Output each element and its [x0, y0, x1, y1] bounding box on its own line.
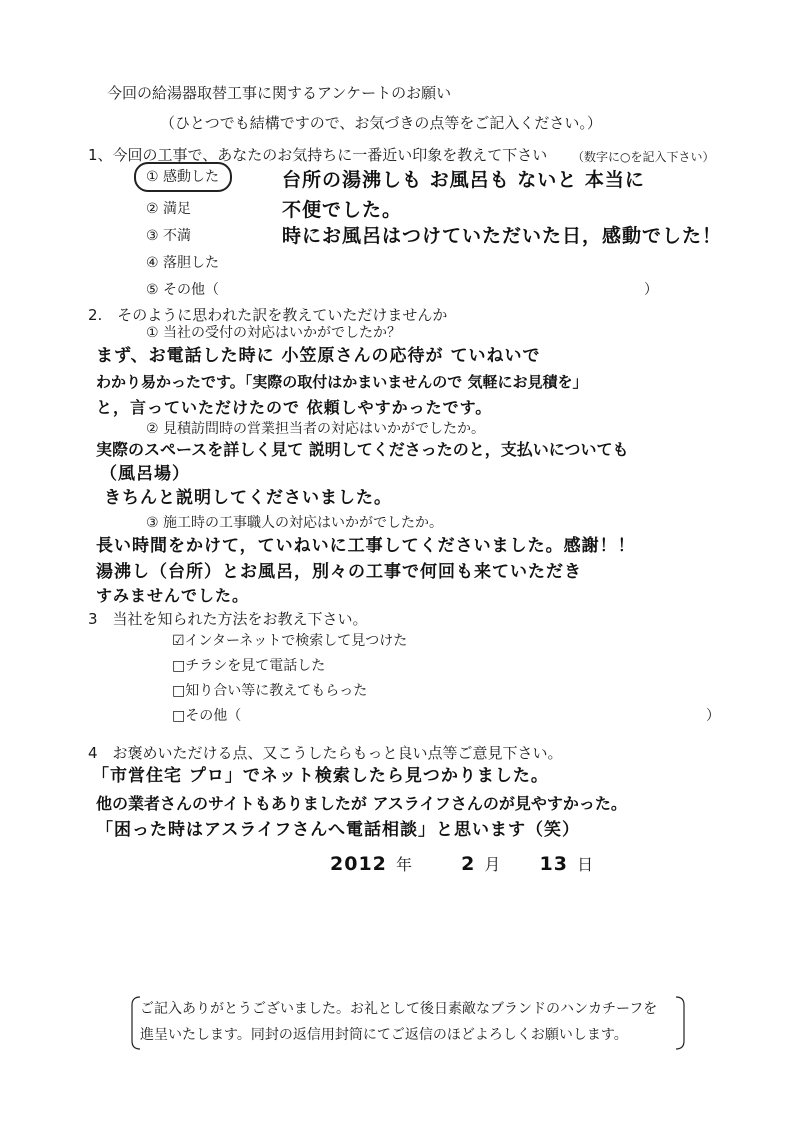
q3-option-internet[interactable]	[172, 632, 407, 650]
q1-note: （数字に○を記入下さい）	[572, 150, 715, 164]
q4-question: 4 お褒めいただける点、又こうしたらもっと良い点等ご意見下さい。	[88, 744, 563, 762]
q1-option-5-close: ）	[644, 282, 658, 298]
q1-option-4[interactable]: ④ 落胆した	[146, 255, 220, 271]
q4-answer-2: 他の業者さんのサイトもありましたが アスライフさんのが見やすかった。	[96, 794, 627, 813]
checkbox-icon[interactable]: □	[172, 658, 186, 674]
q2-sub3-answer-1: 長い時間をかけて，ていねいに工事してくださいました。感謝！！	[96, 536, 636, 556]
q1-option-1[interactable]: ① 感動した	[146, 169, 220, 185]
q1-option-3[interactable]: ③ 不満	[146, 228, 192, 244]
date-month: 2	[461, 853, 476, 875]
q1-option-5[interactable]: ⑤ その他（	[146, 282, 220, 298]
q3-other-close: ）	[706, 708, 720, 724]
q3-option-label: チラシを見て電話した	[185, 658, 326, 674]
q1-answer-line-3: 時にお風呂はつけていただいた日，感動でした！	[282, 225, 723, 247]
q3-option-label: インターネットで検索して見つけた	[184, 633, 408, 649]
thank-you-note-box	[130, 995, 686, 1051]
date-year: 2012	[330, 853, 387, 875]
q1-answer-line-1: 台所の湯沸しも お風呂も ないと 本当に	[282, 169, 645, 191]
q2-sub3-answer-2: 湯沸し（台所）とお風呂，別々の工事で何回も来ていただき	[96, 562, 582, 582]
q1-question: 1、今回の工事で、あなたのお気持ちに一番近い印象を教えて下さい	[88, 146, 548, 164]
q2-question: 2. そのように思われた訳を教えていただけませんか	[88, 306, 448, 324]
checkbox-icon[interactable]: □	[172, 708, 186, 724]
q3-option-other[interactable]	[172, 707, 241, 725]
q2-sub2-answer-2: （風呂場）	[100, 464, 190, 484]
survey-title: 今回の給湯器取替工事に関するアンケートのお願い	[107, 84, 452, 102]
q2-sub2-answer-1: 実際のスペースを詳しく見て 説明してくださったのと，支払いについても	[96, 440, 629, 459]
q2-sub1-answer-3: と，言っていただけたので 依頼しやすかったです。	[96, 398, 493, 417]
checked-checkbox-icon[interactable]: ☑	[172, 633, 185, 649]
q3-option-label: 知り合い等に教えてもらった	[185, 683, 368, 699]
thank-you-line-2: 進呈いたします。同封の返信用封筒にてご返信のほどよろしくお願いします。	[140, 1027, 628, 1043]
q2-sub3-answer-3: すみませんでした。	[96, 586, 250, 605]
date-day-unit: 日	[577, 855, 594, 874]
q1-option-2[interactable]: ② 満足	[146, 201, 192, 217]
q1-answer-line-2: 不便でした。	[282, 199, 403, 221]
q4-answer-1: 「市営住宅 プロ」でネット検索したら見つかりました。	[92, 766, 549, 786]
survey-subtitle: （ひとつでも結構ですので、お気づきの点等をご記入ください。）	[160, 114, 602, 132]
q2-sub2-label: ② 見積訪問時の営業担当者の対応はいかがでしたか。	[146, 421, 485, 437]
thank-you-line-1: ご記入ありがとうございました。お礼として後日素敵なブランドのハンカチーフを	[140, 1001, 658, 1017]
checkbox-icon[interactable]: □	[172, 683, 186, 699]
date-year-unit: 年	[395, 855, 412, 874]
q3-question: 3 当社を知られた方法をお教え下さい。	[88, 610, 368, 628]
q2-sub3-label: ③ 施工時の工事職人の対応はいかがでしたか。	[146, 515, 443, 531]
q3-option-label: その他（	[185, 708, 242, 724]
q2-sub1-answer-1: まず、お電話した時に 小笠原さんの応待が ていねいで	[96, 346, 541, 366]
q3-option-flyer[interactable]	[172, 657, 325, 675]
q2-sub2-answer-3: きちんと説明してくださいました。	[104, 488, 392, 508]
q4-answer-3: 「困った時はアスライフさんへ電話相談」と思います（笑）	[96, 820, 580, 840]
q2-sub1-label: ① 当社の受付の対応はいかがでしたか？	[146, 325, 401, 341]
q3-option-acquaintance[interactable]	[172, 682, 367, 700]
date-day: 13	[539, 853, 568, 875]
date-month-unit: 月	[484, 855, 501, 874]
q2-sub1-answer-2: わかり易かったです。「実際の取付はかまいませんので 気軽にお見積を」	[96, 373, 588, 391]
date-row	[330, 852, 593, 875]
